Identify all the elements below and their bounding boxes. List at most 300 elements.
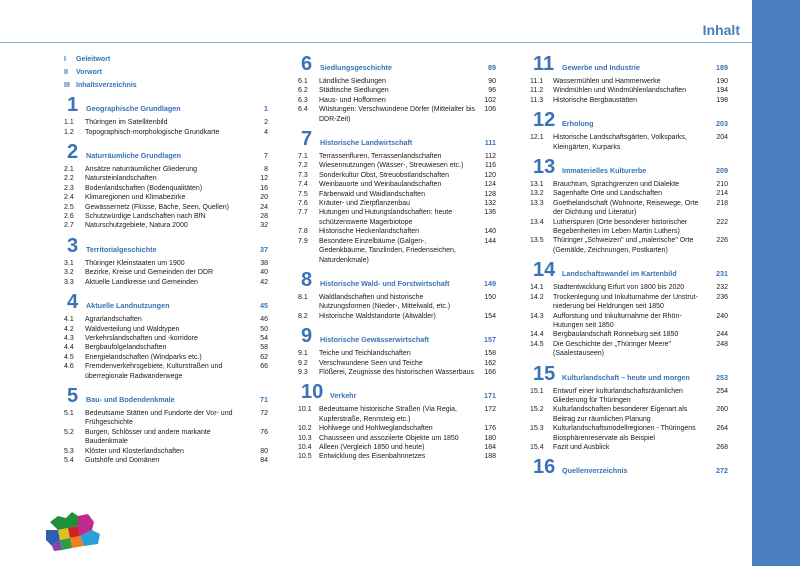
entry-title: Stadtentwicklung Erfurt von 1800 bis 2020 [553,284,685,292]
entry-title: Waldlandschaften und historische Nutzungsformen (Nieder-, Mittelwald, etc.) [319,293,451,311]
entry-title: Sagenhafte Orte und Landschaften [553,190,662,198]
toc-entry[interactable] [64,128,268,137]
toc-entry[interactable] [530,283,728,292]
chapter-title: Quellenverzeichnis [562,466,628,476]
toc-entry[interactable] [64,278,268,287]
toc-entry[interactable] [530,443,728,452]
toc-entry[interactable] [298,86,496,95]
entry-page: 4 [264,128,268,136]
toc-entry[interactable] [298,77,496,86]
entry-page: 12 [260,175,268,183]
entry-number: 13.5 [530,237,544,245]
entry-number: 6.2 [298,87,308,95]
chapter-heading[interactable] [298,268,496,291]
entry-title: Wassermühlen und Hammerwerke [553,78,661,85]
chapter-page: 149 [484,278,496,288]
entry-page: 106 [484,106,496,114]
entry-number: 7.6 [298,200,308,208]
entry-title: Historische Heckenlandschaften [319,228,419,236]
entry-page: 264 [716,425,728,433]
entry-title: Trockenlegung und Inkulturnahme der Unstrut-niederung bei Heldrungen seit 1850 [553,293,698,311]
entry-number: 2.3 [64,184,74,192]
entry-title: Flößerei, Zeugnisse des historischen Wasserbaus [319,368,474,376]
chapter-title: Immaterielles Kulturerbe [562,166,647,176]
chapter-title: Bau- und Bodendenkmale [86,394,175,404]
toc-entry[interactable] [64,362,268,381]
chapter-title: Kulturlandschaft – heute und morgen [562,372,690,382]
toc-entry[interactable] [298,405,496,424]
toc-entry[interactable] [530,218,728,237]
toc-column-2 [298,55,496,462]
entry-number: 10.5 [298,453,312,461]
entry-page: 172 [484,406,496,414]
toc-entry[interactable] [64,118,268,127]
entry-title: Historische Bergbaustätten [553,96,638,104]
entry-number: 1.1 [64,119,74,127]
toc-entry[interactable] [298,199,496,208]
toc-entry[interactable] [64,315,268,324]
entry-page: 24 [260,203,268,211]
entry-title: Historische Landschaftsgärten, Volksparks, Kleingärten, Kurparks [553,134,687,151]
entry-title: Topographisch-morphologische Grundkarte [85,128,220,136]
entry-page: 96 [488,87,496,95]
front-matter-title: Vorwort [76,68,102,76]
chapter-heading[interactable] [64,143,268,163]
entry-page: 38 [260,259,268,267]
entry-page: 80 [260,447,268,455]
entry-number: 6.3 [298,96,308,104]
chapter-title: Historische Gewässerwirtschaft [320,335,430,345]
chapter-page: 111 [484,138,496,148]
front-matter-number: I [64,56,66,63]
entry-number: 7.4 [298,181,308,189]
toc-entry[interactable] [530,330,728,339]
entry-title: Bergbaufolgelandschaften [85,344,167,352]
entry-title: Brauchtum, Sprachgrenzen und Dialekte [553,181,680,189]
toc-entry[interactable] [64,343,268,352]
entry-number: 1.2 [64,128,74,136]
chapter-page: 189 [716,63,728,72]
toc-entry[interactable] [298,368,496,377]
front-matter-number: II [64,68,68,76]
entry-number: 13.2 [530,190,544,198]
entry-number: 10.3 [298,434,312,442]
entry-title: Goethelandschaft (Wohnorte, Reisewege, Orte der Dichtung und Literatur) [553,199,699,217]
entry-number: 15.2 [530,406,544,414]
chapter-page: 203 [716,119,728,129]
entry-number: 14.5 [530,340,544,348]
toc-entry[interactable] [530,77,728,86]
chapter-title: Siedlungsgeschichte [320,63,392,72]
toc-entry[interactable] [298,293,496,312]
entry-page: 240 [716,312,728,320]
entry-title: Aufforstung und Inkulturnahme der Rhön-Hutungen seit 1850 [553,312,682,329]
toc-entry[interactable] [64,193,268,202]
entry-page: 20 [260,194,268,202]
chapter-page: 171 [484,391,496,401]
chapter-heading[interactable] [298,327,496,347]
entry-title: Ansätze naturräumlicher Gliederung [85,166,198,174]
toc-entry[interactable] [64,203,268,212]
entry-number: 9.3 [298,368,308,376]
chapter-number: 12 [533,109,556,132]
entry-title: Gutshöfe und Domänen [85,456,160,464]
entry-page: 140 [484,228,496,236]
toc-entry[interactable] [530,236,728,255]
chapter-page: 71 [260,394,268,404]
chapter-page: 1 [264,104,268,114]
entry-title: Wiesennutzungen (Wässer-, Streuwiesen etc.) [319,162,464,170]
chapter-number: 14 [533,259,556,282]
toc-entry[interactable] [64,174,268,183]
entry-page: 248 [716,340,728,348]
entry-page: 150 [484,293,496,301]
entry-title: Chausseen und assoziierte Objekte um 1850 [319,434,459,442]
toc-entry[interactable] [64,456,268,465]
entry-page: 214 [716,190,728,198]
entry-page: 188 [484,453,496,461]
toc-entry[interactable] [530,189,728,198]
front-matter [64,55,268,90]
entry-page: 218 [716,199,728,207]
entry-title: Bergbaulandschaft Ronneburg seit 1850 [553,331,679,339]
entry-title: Klöster und Klosterlandschaften [85,447,184,455]
toc-entry[interactable] [64,165,268,174]
entry-title: Aktuelle Landkreise und Gemeinden [85,278,198,286]
chapter-number: 6 [301,53,313,75]
chapter-number: 2 [67,141,79,164]
entry-title: Verkehrslandschaften und -korridore [85,334,198,342]
entry-title: Städtische Siedlungen [319,87,389,95]
toc-entry[interactable] [298,208,496,227]
toc-entry[interactable] [64,268,268,277]
chapter-title: Historische Wald- und Forstwirtschaft [320,278,450,288]
entry-number: 7.8 [298,228,308,236]
entry-number: 11.3 [530,96,544,104]
chapter-number: 9 [301,325,313,348]
chapter-heading[interactable] [64,234,268,257]
entry-number: 4.5 [64,353,74,361]
chapter-title: Gewerbe und Industrie [562,63,640,72]
entry-number: 8.1 [298,293,308,301]
entry-number: 4.6 [64,363,74,371]
toc-entry[interactable] [530,86,728,95]
entry-number: 3.1 [64,259,74,267]
toc-entry[interactable] [64,325,268,334]
chapter-number: 1 [67,94,79,117]
entry-page: 144 [484,237,496,245]
entry-page: 72 [260,409,268,417]
entry-number: 15.3 [530,425,544,433]
entry-page: 28 [260,213,268,221]
entry-number: 14.2 [530,293,544,301]
chapter-heading[interactable] [64,96,268,116]
entry-page: 154 [484,312,496,320]
entry-number: 2.5 [64,203,74,211]
chapter-heading[interactable] [64,384,268,407]
entry-number: 7.3 [298,171,308,179]
entry-number: 7.2 [298,162,308,170]
chapter-number: 8 [301,268,313,291]
toc-entry[interactable] [298,161,496,170]
entry-number: 13.1 [530,181,544,189]
entry-title: Bedeutsame Stätten und Fundorte der Vor- und Frühgeschichte [85,409,233,427]
chapter-heading[interactable] [298,383,496,403]
entry-title: Entwicklung des Eisenbahnnetzes [319,453,426,461]
chapter-number: 10 [301,381,324,404]
entry-number: 15.4 [530,443,544,451]
toc-column-3 [530,55,728,480]
entry-page: 66 [260,363,268,371]
toc-entry[interactable] [530,340,728,359]
chapter-title: Landschaftswandel im Kartenbild [562,269,677,279]
toc-entry[interactable] [64,212,268,221]
chapter-number: 4 [67,291,79,314]
chapter-title: Aktuelle Landnutzungen [86,301,170,311]
entry-page: 120 [484,171,496,179]
entry-page: 180 [484,434,496,442]
toc-entry[interactable] [64,409,268,428]
entry-title: Wüstungen: Verschwundene Dörfer (Mittelalter bis DDR-Zeit) [319,106,476,123]
chapter-heading[interactable] [298,55,496,75]
entry-title: Natursteinlandschaften [85,175,157,183]
toc-entry[interactable] [298,180,496,189]
entry-number: 5.2 [64,428,74,436]
entry-page: 184 [484,443,496,451]
entry-title: Weinbauorte und Weinbaulandschaften [319,181,442,189]
entry-page: 2 [264,119,268,127]
toc-entry[interactable] [530,405,728,424]
entry-page: 84 [260,456,268,464]
toc-entry[interactable] [64,353,268,362]
toc-entry[interactable] [530,387,728,406]
toc-entry[interactable] [530,424,728,443]
entry-title: Hohlwege und Hohlweglandschaften [319,425,433,433]
entry-title: Verschwundene Seen und Teiche [319,359,423,367]
entry-number: 2.6 [64,213,74,221]
entry-page: 128 [484,190,496,198]
entry-title: Bezirke, Kreise und Gemeinden der DDR [85,269,214,277]
front-matter-title: Geleitwort [76,56,111,63]
chapter-number: 13 [533,156,556,179]
toc-entry[interactable] [298,96,496,105]
title-divider [0,42,752,43]
entry-title: Naturschutzgebiete, Natura 2000 [85,222,188,230]
entry-page: 162 [484,359,496,367]
entry-number: 11.2 [530,87,544,95]
entry-page: 58 [260,344,268,352]
chapter-title: Territorialgeschichte [86,244,157,254]
entry-title: Alleen (Vergleich 1850 und heute) [319,443,425,451]
toc-entry[interactable] [64,184,268,193]
entry-title: Entwurf einer kulturlandschaftsräumlichen Gliederung für Thüringen [553,387,683,404]
entry-title: Die Geschichte der „Thüringer Meere" (Saalestauseen) [553,340,672,358]
entry-title: Klimaregionen und Klimabezirke [85,194,186,202]
entry-title: Bodenlandschaften (Bodenqualitäten) [85,184,203,192]
entry-page: 132 [484,200,496,208]
toc-entry[interactable] [298,105,496,124]
chapter-heading[interactable] [530,111,728,131]
toc-entry[interactable] [298,349,496,358]
entry-number: 7.7 [298,209,308,217]
entry-title: Fazit und Ausblick [553,443,610,451]
entry-title: Sonderkultur Obst, Streuobstlandschaften [319,171,449,179]
entry-page: 54 [260,334,268,342]
entry-number: 13.3 [530,199,544,207]
entry-title: Thüringer Kleinstaaten um 1900 [85,259,185,267]
entry-title: Haus- und Hofformen [319,96,386,104]
entry-number: 14.1 [530,284,544,292]
toc-entry[interactable] [530,180,728,189]
entry-title: Burgen, Schlösser und andere markante Baudenkmale [85,428,211,446]
toc-entry[interactable] [298,359,496,368]
entry-title: Energielandschaften (Windparks etc.) [85,353,202,361]
toc-column-1 [64,55,268,465]
entry-page: 198 [716,96,728,104]
entry-number: 14.4 [530,331,544,339]
thuringia-map-logo [44,508,104,552]
chapter-page: 157 [484,335,496,345]
entry-page: 190 [716,78,728,85]
entry-title: Ländliche Siedlungen [319,78,386,85]
page-title: Inhalt [702,22,740,38]
entry-title: Färberwaid und Waidlandschaften [319,190,425,198]
entry-number: 11.1 [530,78,544,85]
entry-number: 13.4 [530,218,544,226]
toc-entry[interactable] [530,312,728,331]
entry-page: 158 [484,350,496,358]
toc-entry[interactable] [298,443,496,452]
chapter-number: 15 [533,362,556,385]
entry-title: Thüringen im Satellitenbild [85,119,168,127]
toc-entry[interactable] [298,152,496,161]
toc-entry[interactable] [530,293,728,312]
entry-title: Bedeutsame historische Straßen (Via Regia, Kupferstraße, Rennsteig etc.) [319,406,457,423]
chapter-heading[interactable] [298,130,496,150]
chapter-title: Historische Landwirtschaft [320,138,413,148]
toc-entry[interactable] [298,171,496,180]
toc-entry[interactable] [298,312,496,321]
entry-title: Teiche und Teichlandschaften [319,350,411,358]
entry-page: 32 [260,222,268,230]
front-matter-item[interactable] [64,81,268,90]
front-matter-item[interactable] [64,55,268,64]
entry-title: Agrarlandschaften [85,316,142,324]
entry-title: Schutzwürdige Landschaften nach BfN [85,213,206,221]
entry-title: Waldverteilung und Waldtypen [85,325,180,333]
toc-entry[interactable] [530,133,728,152]
toc-entry[interactable] [298,190,496,199]
chapter-page: 7 [264,151,268,161]
toc-entry[interactable] [530,199,728,218]
entry-number: 4.2 [64,325,74,333]
toc-entry[interactable] [298,227,496,236]
chapter-number: 7 [301,128,313,151]
entry-number: 14.3 [530,312,544,320]
chapter-page: 272 [716,466,728,476]
toc-entry[interactable] [64,221,268,230]
entry-number: 6.1 [298,78,308,85]
entry-number: 10.4 [298,443,312,451]
entry-page: 176 [484,425,496,433]
entry-number: 10.1 [298,406,312,414]
entry-page: 42 [260,278,268,286]
chapter-heading[interactable] [64,293,268,313]
chapter-number: 11 [533,53,555,75]
entry-page: 62 [260,353,268,361]
entry-title: Terrassenfluren, Terrassenlandschaften [319,153,442,161]
toc-entry[interactable] [530,96,728,105]
chapter-heading[interactable] [530,458,728,478]
toc-entry[interactable] [64,334,268,343]
entry-number: 2.4 [64,194,74,202]
front-matter-title: Inhaltsverzeichnis [76,81,137,89]
entry-number: 5.4 [64,456,74,464]
entry-number: 2.7 [64,222,74,230]
toc-entry[interactable] [298,237,496,265]
blue-sidebar [752,0,800,566]
entry-page: 90 [488,78,496,85]
entry-number: 12.1 [530,134,544,142]
chapter-title: Geographische Grundlagen [86,104,181,114]
chapter-heading[interactable] [530,158,728,178]
toc-entry[interactable] [64,428,268,447]
entry-page: 76 [260,428,268,436]
entry-page: 210 [716,181,728,189]
toc-entry[interactable] [298,434,496,443]
entry-page: 40 [260,269,268,277]
entry-number: 5.1 [64,409,74,417]
toc-entry[interactable] [298,424,496,433]
entry-number: 7.5 [298,190,308,198]
chapter-heading[interactable] [530,261,728,281]
entry-page: 136 [484,209,496,217]
front-matter-item[interactable] [64,68,268,77]
toc-entry[interactable] [64,259,268,268]
entry-page: 112 [484,153,496,161]
entry-number: 3.3 [64,278,74,286]
entry-page: 8 [264,166,268,174]
entry-number: 7.1 [298,153,308,161]
toc-entry[interactable] [64,447,268,456]
entry-title: Kulturlandschaften besonderer Eigenart als Beitrag zur räumlichen Planung [553,406,688,423]
entry-number: 2.1 [64,166,74,174]
entry-number: 6.4 [298,106,308,114]
entry-title: Lutherspuren (Orte besonderer historischer Begebenheiten im Leben Martin Luthers) [553,218,688,236]
chapter-heading[interactable] [530,362,728,385]
entry-number: 7.9 [298,237,308,245]
entry-page: 268 [716,443,728,451]
chapter-heading[interactable] [530,55,728,75]
entry-page: 204 [716,134,728,142]
chapter-number: 3 [67,234,79,257]
entry-page: 166 [484,368,496,376]
entry-page: 244 [716,331,728,339]
chapter-title: Verkehr [330,391,357,401]
chapter-title: Erholung [562,119,594,129]
entry-number: 4.3 [64,334,74,342]
entry-number: 10.2 [298,425,312,433]
entry-page: 232 [716,284,728,292]
chapter-number: 16 [533,456,556,479]
entry-page: 194 [716,87,728,95]
entry-title: Historische Waldstandorte (Altwälder) [319,312,436,320]
entry-page: 16 [260,184,268,192]
chapter-page: 89 [488,63,496,72]
entry-page: 236 [716,293,728,301]
toc-entry[interactable] [298,452,496,461]
entry-page: 46 [260,316,268,324]
